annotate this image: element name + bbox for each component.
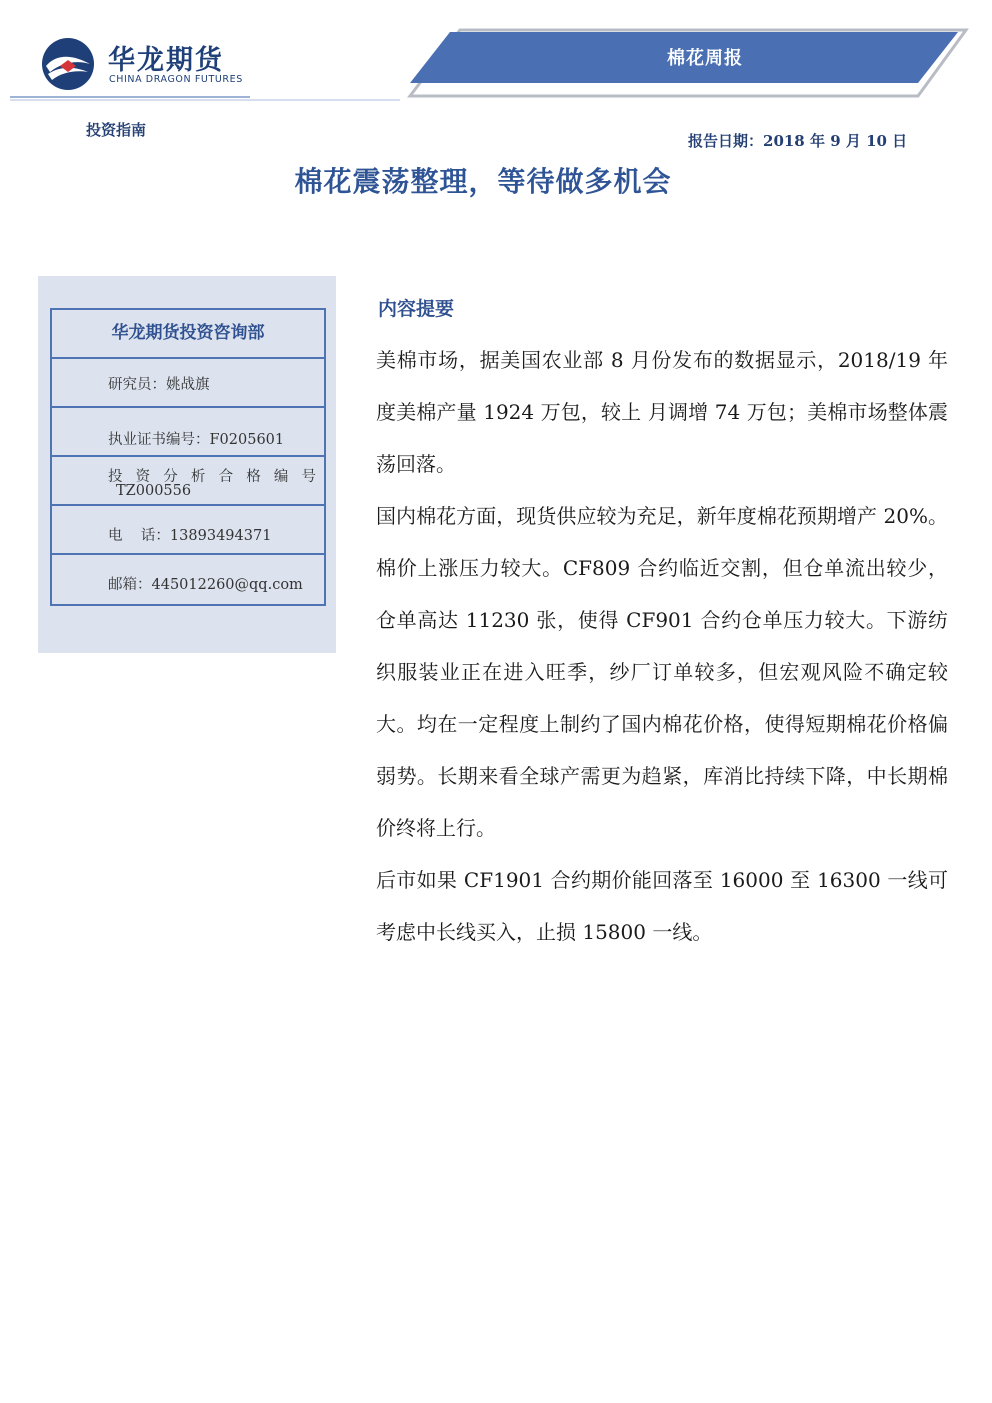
summary-paragraph-domestic: 国内棉花方面，现货供应较为充足，新年度棉花预期增产 20%。棉价上涨压力较大。CF809 合约临近交割，但仓单流出较少，仓单高达 11230 张，使得 CF901 合约仓单压力较大。下游纺织服装业正在进入旺季，纱厂订单较多，但宏观风险不确定较大。均在一定程度上制约了国内棉花价格，使得短期棉花价格偏弱势。长期来看全球产需更为趋紧，库消比持续下降，中长期棉价终将上行。 <box>376 504 948 840</box>
analyst-number: TZ000556 <box>116 483 192 499</box>
contact-sidebar <box>38 276 336 653</box>
researcher-name: 研究员：姚战旗 <box>108 377 210 393</box>
summary-heading: 内容提要 <box>378 298 455 320</box>
summary-body <box>376 334 948 958</box>
analyst-label-char: 合 <box>218 469 234 485</box>
analyst-label-char: 格 <box>246 469 261 485</box>
analyst-label-char: 资 <box>135 469 151 485</box>
report-type-banner: 棉花周报 <box>667 48 743 69</box>
email-row <box>52 555 324 604</box>
phone-row <box>52 506 324 555</box>
guide-label: 投资指南 <box>86 121 147 139</box>
phone-number: 电 话：13893494371 <box>108 528 272 544</box>
email-address: 邮箱：445012260@qq.com <box>108 577 303 593</box>
analyst-label-char: 编 <box>273 469 289 485</box>
company-logo <box>40 36 260 92</box>
summary-paragraph-strategy: 后市如果 CF1901 合约期价能回落至 16000 至 16300 一线可考虑中长线买入，止损 15800 一线。 <box>376 868 948 944</box>
department-heading-row <box>52 310 324 359</box>
analyst-label-char: 析 <box>190 469 206 485</box>
report-date: 报告日期：2018 年 9 月 10 日 <box>688 132 908 150</box>
analyst-label-char: 分 <box>163 469 178 485</box>
cert-row <box>52 408 324 457</box>
researcher-row <box>52 359 324 408</box>
analyst-row <box>52 457 324 506</box>
brand-name-en: CHINA DRAGON FUTURES <box>109 74 243 85</box>
brand-name-cn: 华龙期货 <box>108 45 224 76</box>
contact-info-box <box>50 308 326 606</box>
summary-paragraph-us-cotton: 美棉市场，据美国农业部 8 月份发布的数据显示，2018/19 年度美棉产量 1924 万包，较上 月调增 74 万包；美棉市场整体震荡回落。 <box>376 348 948 476</box>
department-heading: 华龙期货投资咨询部 <box>111 323 265 343</box>
analyst-label-char: 号 <box>301 469 316 485</box>
cert-number: 执业证书编号：F0205601 <box>108 432 285 448</box>
page-title: 棉花震荡整理，等待做多机会 <box>294 165 672 198</box>
dragon-logo-icon <box>40 36 96 92</box>
analyst-label-char: 投 <box>108 469 123 485</box>
